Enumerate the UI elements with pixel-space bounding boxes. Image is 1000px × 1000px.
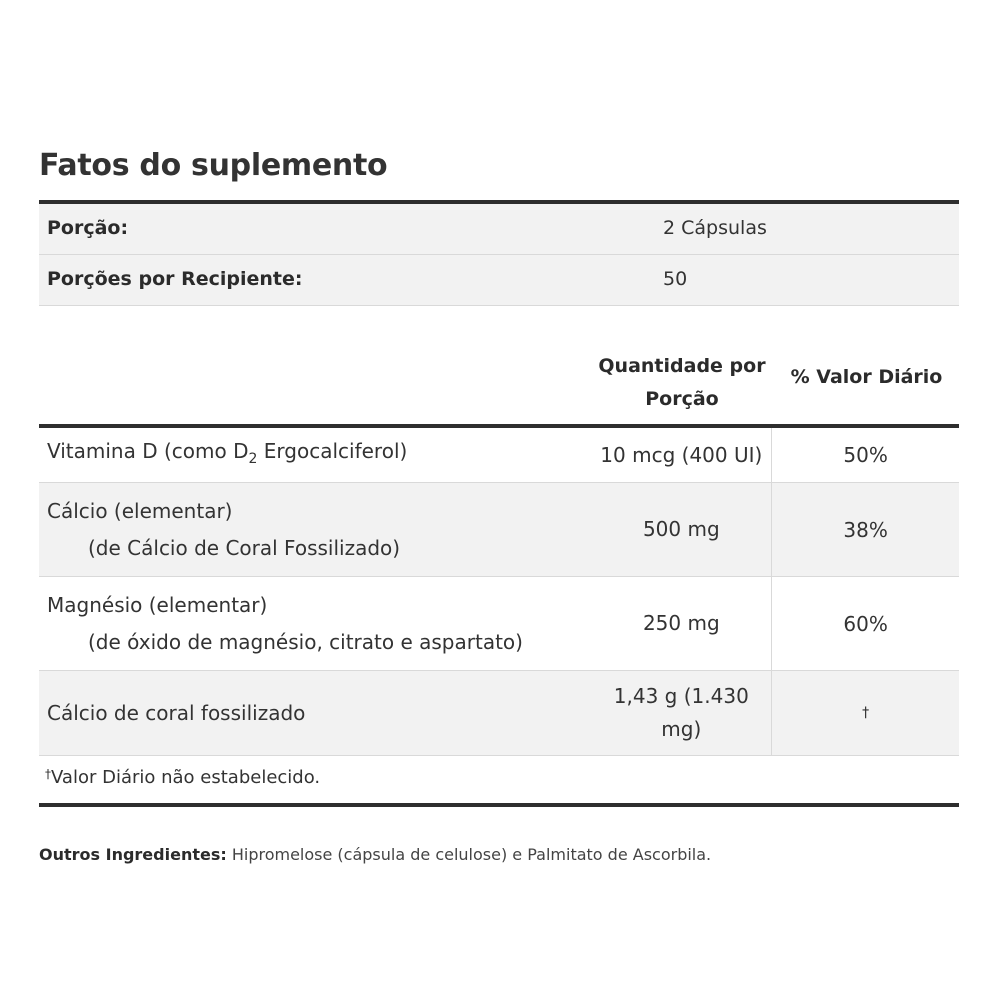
- table-row: [39, 577, 959, 671]
- servings-per-container-row: [39, 255, 959, 306]
- amount-per-serving-header: [592, 350, 772, 416]
- serving-size-value: 2 Cápsulas: [663, 217, 767, 239]
- magnesium-name: Magnésio (elementar): [47, 592, 268, 617]
- vitamin-d-name: Vitamina D (como $D_2$ Ergocalciferol): [47, 438, 408, 467]
- daily-value-footnote: [45, 767, 320, 788]
- table-row: [39, 428, 959, 483]
- magnesium-source: (de óxido de magnésio, citrato e aspartato): [88, 629, 523, 654]
- nutrient-amount: 10 mcg (400 UI): [600, 442, 763, 467]
- nutrient-name: [39, 428, 591, 482]
- servings-per-container-label: Porções por Recipiente:: [47, 268, 303, 290]
- coral-calcium-name: Cálcio de coral fossilizado: [47, 700, 306, 725]
- servings-per-container-value: 50: [663, 268, 688, 290]
- nutrient-daily-value: †: [771, 671, 959, 755]
- calcium-name: Cálcio (elementar): [47, 498, 233, 523]
- nutrient-amount: [591, 671, 771, 755]
- nutrient-name: [39, 671, 591, 755]
- coral-amount-line1: 1,43 g (1.430: [613, 684, 749, 708]
- nutrient-name: [39, 483, 591, 576]
- serving-size-label: Porção:: [47, 217, 129, 239]
- column-headers: [39, 340, 959, 424]
- amount-header-line2: Porção: [645, 388, 719, 410]
- other-ingredients: [39, 845, 711, 864]
- daily-value-header: % Valor Diário: [790, 366, 943, 388]
- other-ingredients-label: Outros Ingredientes:: [39, 845, 227, 864]
- serving-info: [39, 204, 959, 306]
- page-title: Fatos do suplemento: [39, 148, 388, 183]
- dagger-symbol: †: [45, 767, 51, 781]
- amount-header-line1: Quantidade por: [598, 355, 766, 377]
- other-ingredients-text: Hipromelose (cápsula de celulose) e Palmitato de Ascorbila.: [226, 845, 712, 864]
- table-row: [39, 671, 959, 756]
- nutrient-daily-value: 38%: [771, 483, 959, 576]
- nutrient-amount: 500 mg: [642, 517, 720, 541]
- footnote-text: Valor Diário não estabelecido.: [51, 767, 321, 788]
- table-row: [39, 483, 959, 577]
- nutrient-name: [39, 577, 591, 670]
- bottom-divider: [39, 803, 959, 807]
- serving-size-row: [39, 204, 959, 255]
- calcium-source: (de Cálcio de Coral Fossilizado): [88, 535, 401, 560]
- coral-amount-line2: mg): [661, 717, 702, 741]
- nutrient-daily-value: 60%: [771, 577, 959, 670]
- nutrients-table: [39, 428, 959, 756]
- nutrient-amount: 250 mg: [642, 611, 720, 635]
- nutrient-daily-value: 50%: [771, 428, 959, 482]
